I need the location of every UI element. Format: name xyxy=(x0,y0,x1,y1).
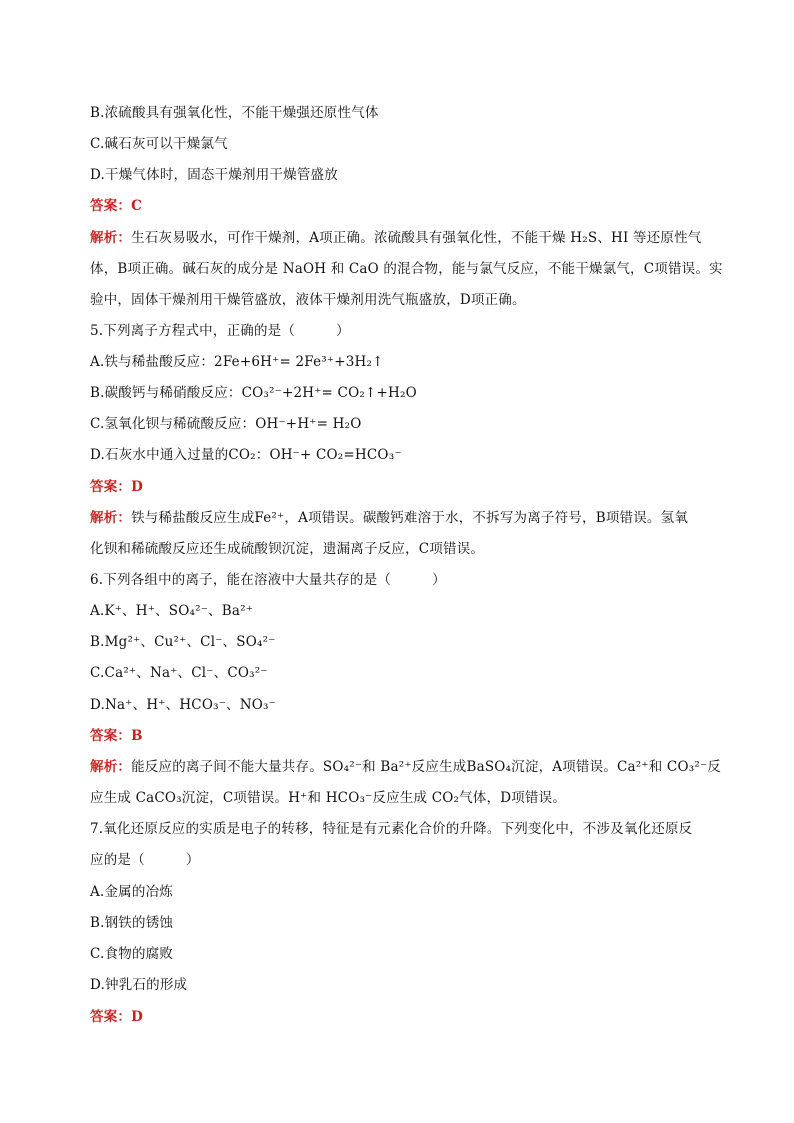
q6-option-c: C.Ca²⁺、Na⁺、Cl⁻、CO₃²⁻ xyxy=(90,665,268,681)
q4-option-c: C.碱石灰可以干燥氯气 xyxy=(90,136,228,152)
q4-analysis-line-2: 体，B项正确。碱石灰的成分是 NaOH 和 CaO 的混合物，能与氯气反应，不能干燥氯气，C项错误。实 xyxy=(90,261,723,277)
answer-label: 答案： xyxy=(90,479,132,495)
q5-option-c: C.氢氧化钡与稀硫酸反应：OH⁻+H⁺= H₂O xyxy=(90,416,362,432)
answer-value: B xyxy=(131,728,143,744)
q6-option-d: D.Na⁺、H⁺、HCO₃⁻、NO₃⁻ xyxy=(90,697,276,713)
q7-option-a: A.金属的冶炼 xyxy=(90,884,173,900)
analysis-text: 能反应的离子间不能大量共存。SO₄²⁻和 Ba²⁺反应生成BaSO₄沉淀，A项错误。Ca²⁺和 CO₃²⁻反 xyxy=(131,759,721,775)
q5-analysis-line-1 xyxy=(90,510,688,526)
q6-option-b: B.Mg²⁺、Cu²⁺、Cl⁻、SO₄²⁻ xyxy=(90,634,276,650)
answer-value: D xyxy=(131,479,144,495)
q6-option-a: A.K⁺、H⁺、SO₄²⁻、Ba²⁺ xyxy=(90,603,254,619)
q7-option-b: B.钢铁的锈蚀 xyxy=(90,915,174,931)
q7-stem-line-2: 应的是（ ） xyxy=(90,852,200,868)
q5-stem: 5.下列离子方程式中，正确的是（ ） xyxy=(90,323,350,339)
q6-analysis-line-2: 应生成 CaCO₃沉淀，C项错误。H⁺和 HCO₃⁻反应生成 CO₂气体，D项错误。 xyxy=(90,790,567,806)
answer-value: C xyxy=(131,198,143,214)
q5-option-b: B.碳酸钙与稀硝酸反应：CO₃²⁻+2H⁺= CO₂↑+H₂O xyxy=(90,385,417,401)
q7-option-c: C.食物的腐败 xyxy=(90,946,174,962)
answer-label: 答案： xyxy=(90,728,132,744)
q4-option-d: D.干燥气体时，固态干燥剂用干燥管盛放 xyxy=(90,167,338,183)
q5-analysis-line-2: 化钡和稀硫酸反应还生成硫酸钡沉淀，遗漏离子反应，C项错误。 xyxy=(90,541,485,557)
q7-answer xyxy=(90,1009,143,1025)
q4-answer xyxy=(90,198,142,214)
analysis-text: 生石灰易吸水，可作干燥剂，A项正确。浓硫酸具有强氧化性，不能干燥 H₂S、HI 等还原性气 xyxy=(131,230,702,246)
q7-option-d: D.钟乳石的形成 xyxy=(90,977,188,993)
q6-stem: 6.下列各组中的离子，能在溶液中大量共存的是（ ） xyxy=(90,572,446,588)
q5-answer xyxy=(90,479,143,495)
analysis-label: 解析： xyxy=(90,510,132,526)
q4-analysis-line-1 xyxy=(90,230,701,246)
q5-option-d: D.石灰水中通入过量的CO₂：OH⁻+ CO₂=HCO₃⁻ xyxy=(90,447,402,463)
answer-value: D xyxy=(131,1009,144,1025)
analysis-label: 解析： xyxy=(90,230,132,246)
q6-answer xyxy=(90,728,143,744)
answer-label: 答案： xyxy=(90,1009,132,1025)
analysis-label: 解析： xyxy=(90,759,132,775)
answer-label: 答案： xyxy=(90,198,132,214)
q7-stem-line-1: 7.氧化还原反应的实质是电子的转移，特征是有元素化合价的升降。下列变化中，不涉及氧化还原反 xyxy=(90,821,693,837)
q5-option-a: A.铁与稀盐酸反应：2Fe+6H⁺= 2Fe³⁺+3H₂↑ xyxy=(90,354,384,370)
analysis-text: 铁与稀盐酸反应生成Fe²⁺，A项错误。碳酸钙难溶于水，不拆写为离子符号，B项错误。氢氧 xyxy=(131,510,689,526)
q6-analysis-line-1 xyxy=(90,759,721,775)
q4-option-b: B.浓硫酸具有强氧化性，不能干燥强还原性气体 xyxy=(90,105,379,121)
q4-analysis-line-3: 验中，固体干燥剂用干燥管盛放，液体干燥剂用洗气瓶盛放，D项正确。 xyxy=(90,292,526,308)
